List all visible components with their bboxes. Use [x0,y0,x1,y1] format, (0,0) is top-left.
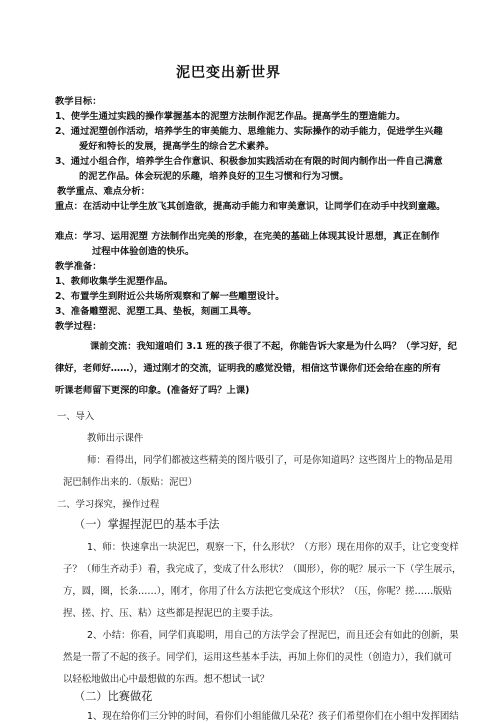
part2-para1-line-2: 子？（师生齐动手）看，我完成了，变成了什么形状？（圆形），你的呢？展示一下（学生展示， [63,564,462,575]
goals-heading: 教学目标： [55,96,102,107]
keypoints-heading: 教学重点、难点分析： [57,186,150,197]
part1-heading: 一、导入 [57,411,95,422]
part1-line-3: 泥巴制作出来的.（版贴：泥巴） [63,477,198,488]
part2-para1-line-1: 1、师：快速拿出一块泥巴，观察一下，什么形状？（方形）现在用你的双手，让它变变样 [87,542,459,553]
part2-heading: 二、学习探究，操作过程 [57,499,160,510]
keypoints-difficulty: 难点：学习、运用泥塑 方法制作出完美的形象，在完美的基础上体现其设计思想，真正在制作 [55,231,440,242]
part2-subheading-1: （一）掌握捏泥巴的基本手法 [74,518,220,531]
part1-line-2: 师：看得出，同学们都被这些精美的图片吸引了，可是你知道吗？这些图片上的物品是用 [87,455,453,466]
goal-item-1: 1、使学生通过实践的操作掌握基本的泥塑方法制作泥艺作品。提高学生的塑造能力。 [55,111,406,122]
part2-para2-line-1: 2、小结：你看，同学们真聪明，用自己的方法学会了捏泥巴，而且还会有如此的创新，果 [87,630,459,641]
goal-item-2: 2、通过泥塑创作活动，培养学生的审美能力、思维能力、实际操作的动手能力，促进学生兴趣 [55,126,443,137]
part2-para3-line-1: 1、现在给你们三分钟的时间，看你们小组能做几朵花？孩子们希望你们在小组中发挥团结 [87,711,459,722]
prep-item-3: 3、准备雕塑泥、泥塑工具、垫板，刻画工具等。 [55,306,257,317]
part2-para1-line-4: 捏、搓、拧、压、粘）这些都是捏泥巴的主要手法。 [63,608,279,619]
process-intro-line-2: 律好，老师好……），通过刚才的交流，证明我的感觉没错，相信这节课你们还会给在座的所有 [55,363,441,374]
process-intro-line-1: 课前交流：我知道咱们 3.1 班的孩子很了不起，你能告诉大家是为什么吗？（学习好，纪 [90,341,457,352]
part2-para1-line-3: 方，圆，圈，长条……），刚才，你用了什么方法把它变成这个形状？（压，你呢？搓……版贴 [63,586,453,597]
part1-line-1: 教师出示课件 [87,433,144,444]
goal-item-2-cont: 爱好和特长的发展，提高学生的综合艺术素养。 [79,141,275,152]
goal-item-3: 3、通过小组合作，培养学生合作意识、积极参加实践活动在有限的时间内制作出一件自己满意 [55,156,443,167]
part2-subheading-2: （二）比赛做花 [74,690,153,703]
part2-para2-line-3: 以轻松地做出心中最想做的东西。想不想试一试？ [63,674,270,685]
part2-para2-line-2: 然是一帮了不起的孩子。同学们，运用这些基本手法，再加上你们的灵性（创造力），我们就可 [63,652,453,663]
goal-item-3-cont: 的泥艺作品。体会玩泥的乐趣，培养良好的卫生习惯和行为习惯。 [79,171,349,182]
document-title: 泥巴变出新世界 [176,65,281,81]
process-intro-line-3: 听课老师留下更深的印象。(准备好了吗？上课) [55,385,250,396]
prep-item-1: 1、教师收集学生泥塑作品。 [55,276,174,287]
keypoints-difficulty-cont: 过程中体验创造的快乐。 [92,246,195,257]
keypoints-focus: 重点：在活动中让学生放飞其创造欲，提高动手能力和审美意识，让同学们在动手中找到童趣。 [55,201,446,212]
process-heading: 教学过程： [55,321,102,332]
prep-heading: 教学准备： [55,261,102,272]
prep-item-2: 2、布置学生到附近公共场所观察和了解一些雕塑设计。 [55,291,285,302]
